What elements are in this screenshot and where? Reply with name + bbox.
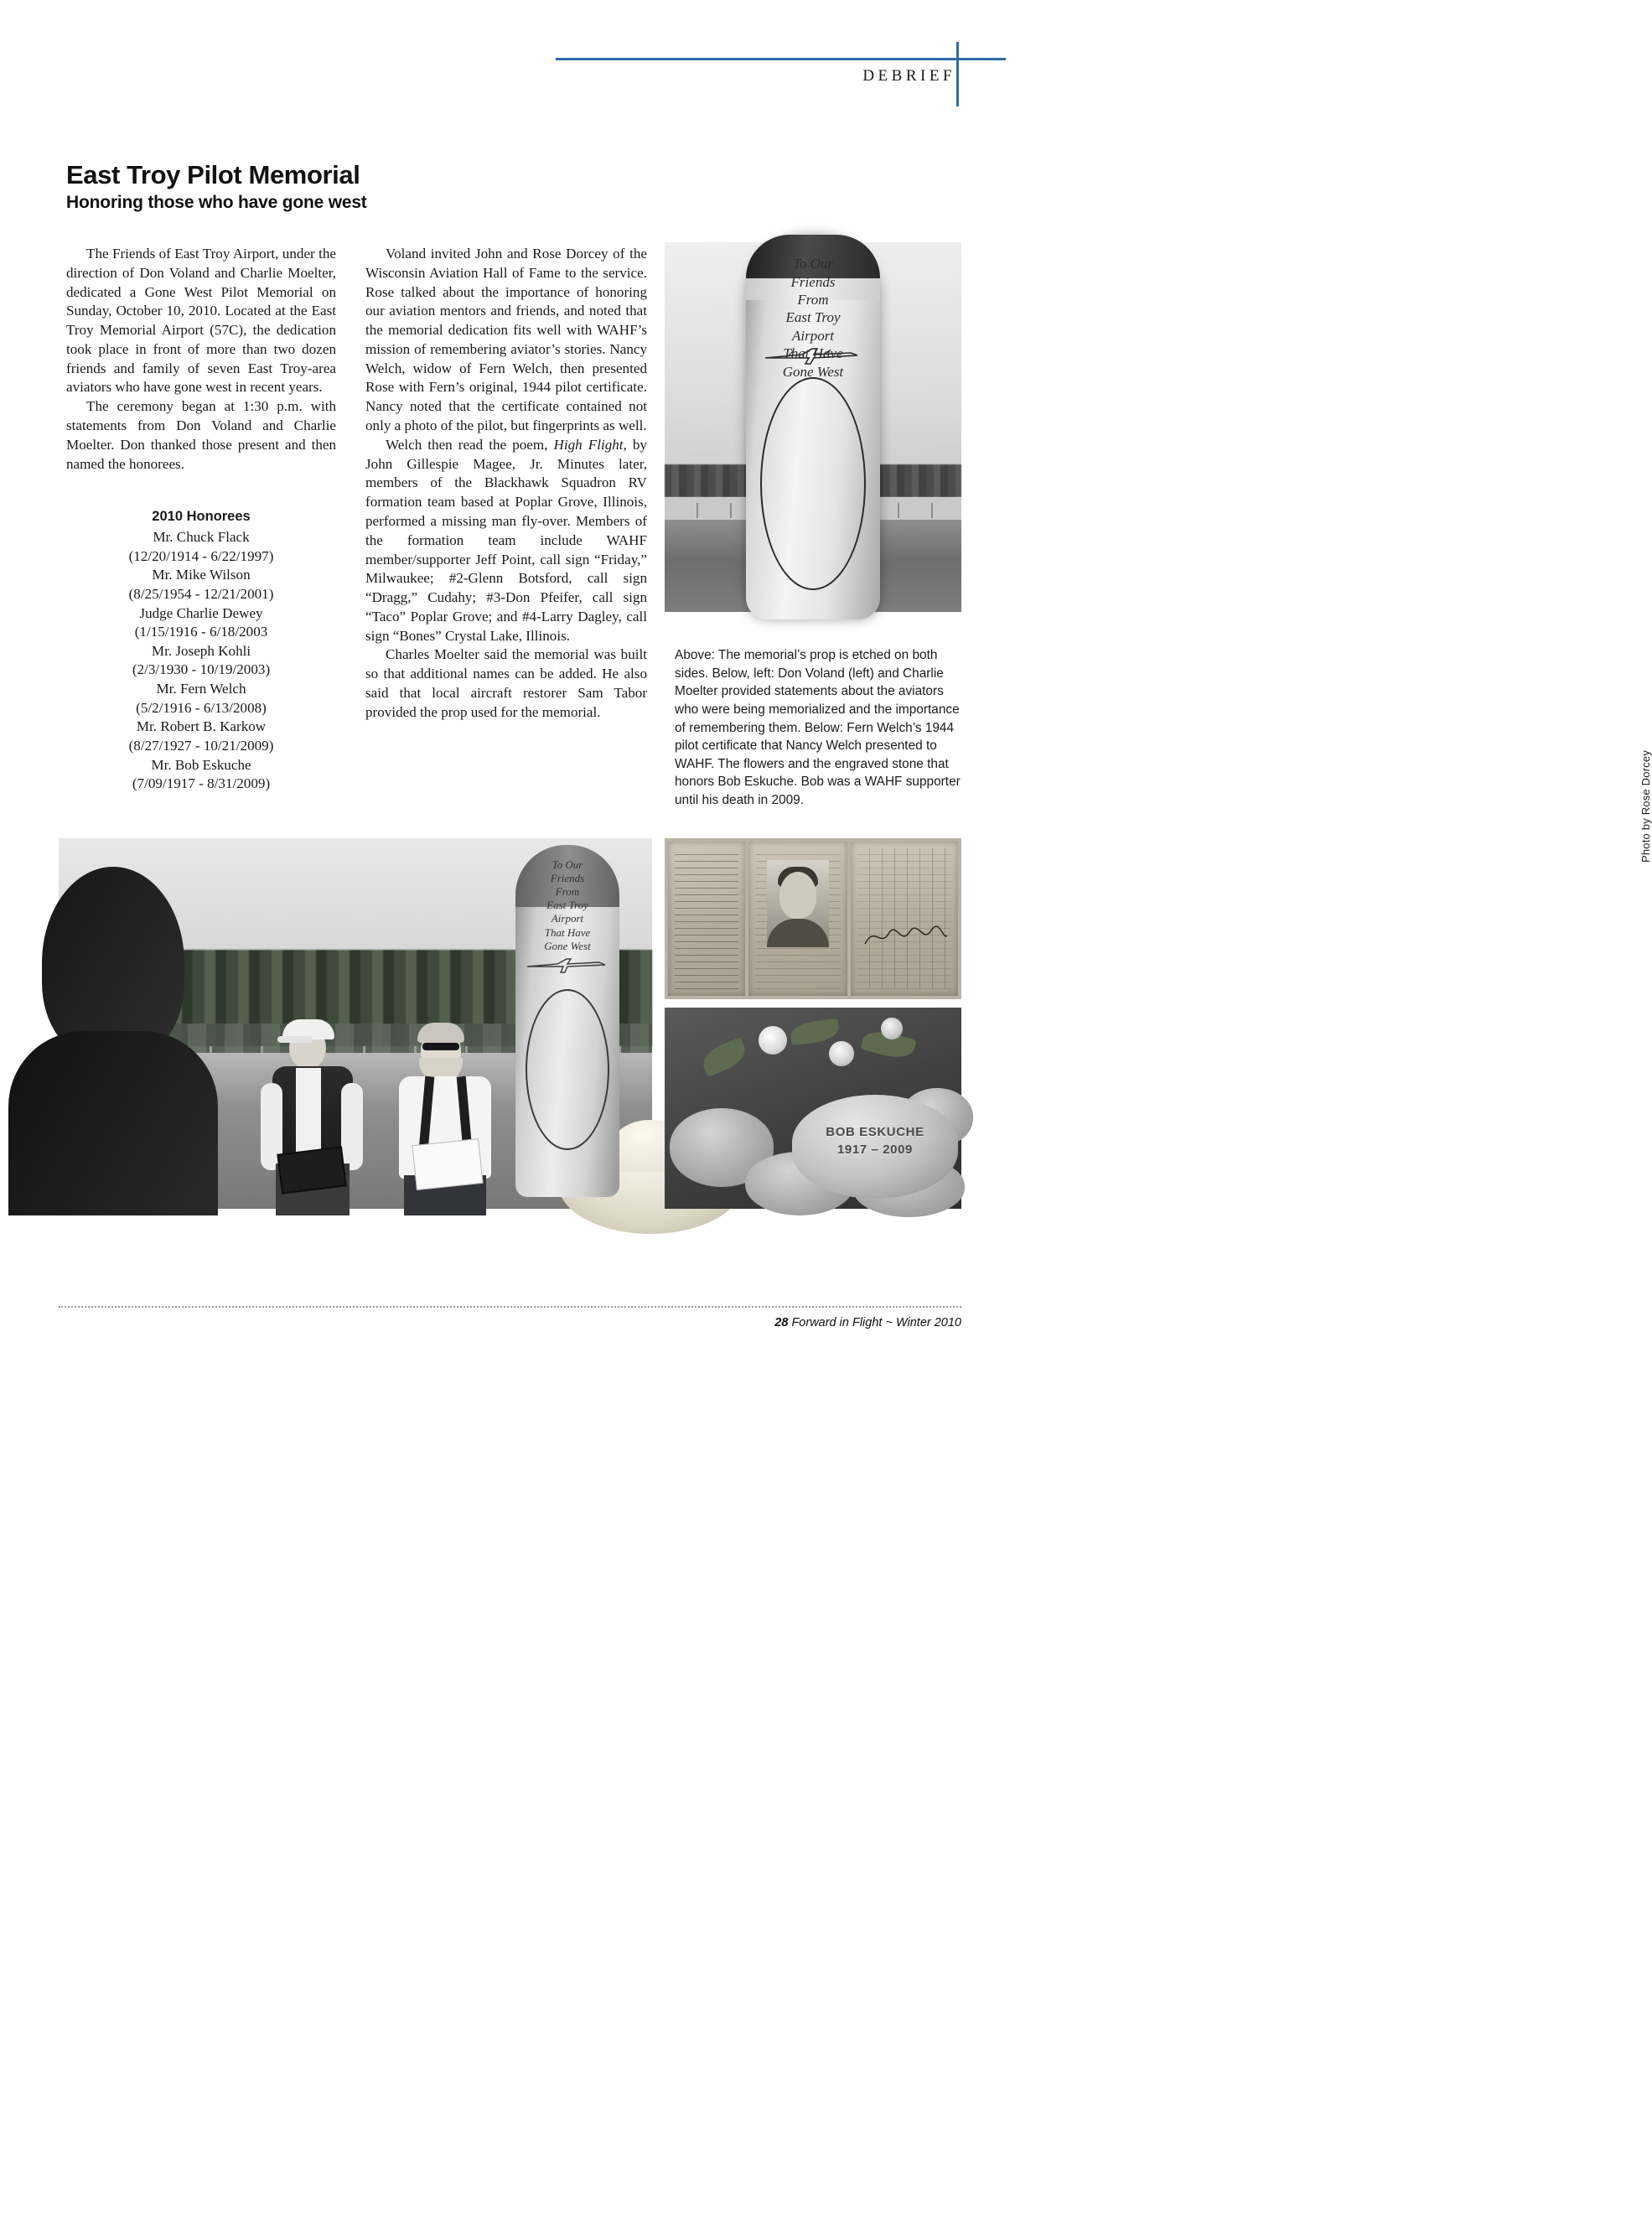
oval-etching [760, 377, 866, 590]
engraved-line: From [797, 292, 829, 308]
paragraph: Voland invited John and Rose Dorcey of the Wisconsin Aviation Hall of Fame to the service. Rose talked about the importance of honoring our aviation mentors and friends, and noted that the memorial dedication fits well with WAHF’s mission of remembering aviator’s stories. Nancy Welch, widow of Fern Welch, then presented Rose with Fern’s original, 1944 pilot certificate. Nancy noted that the certificate contained not only a photo of the pilot, but fingerprints as well. [365, 246, 647, 434]
sunglasses-icon [422, 1043, 459, 1050]
held-clipboard [277, 1146, 346, 1194]
paragraph: The ceremony began at 1:30 p.m. with statements from Don Voland and Charlie Moelter. Don thanked those present and then named the honorees. [66, 398, 336, 472]
engraved-line: Airport [551, 912, 584, 925]
signature-icon [862, 922, 950, 951]
page-title: East Troy Pilot Memorial [66, 159, 360, 189]
engraved-stone [792, 1095, 958, 1199]
emphasis: High Flight, [553, 436, 627, 453]
honoree-dates: (7/09/1917 - 8/31/2009) [132, 775, 271, 792]
engraved-line: Airport [791, 327, 835, 344]
page-number: 28 [774, 1316, 789, 1329]
photo-credit-stone: Photo by Rose Dorcey [1639, 2100, 1652, 2213]
paragraph: Welch then read the poem, High Flight, by John Gillespie Magee, Jr. Minutes later, members of the Blackhawk Squadron RV formation team based at Poplar Grove, Illinois, performed a missing man fly-over. Members of the formation team include WAHF member/supporter Jeff Point, call sign “Friday,” Milwaukee; #2-Glenn Botsford, call sign “Dragg,” Cudahy; #3-Don Pfeifer, call sign “Taco” Poplar Grove; and #4-Larry Dagley, call sign “Bones” Crystal Lake, Illinois. [365, 436, 647, 644]
honoree-name: Mr. Mike Wilson [152, 567, 251, 583]
printed-lines [675, 848, 738, 989]
pilot-portrait-photo [767, 860, 829, 947]
stone-engraved-name: BOB ESKUCHE [826, 1125, 924, 1139]
footer-text [774, 1316, 961, 1329]
ceremony-prop-engraved-text [515, 858, 619, 953]
flower [759, 1026, 787, 1055]
engraved-line: Friends [550, 872, 585, 885]
photo-caption: Above: The memorial’s prop is etched on both sides. Below, left: Don Voland (left) and Charlie Moelter provided statements about the aviators who were being memorialized and the importance of remembering them. Below: Fern Welch’s 1944 pilot certificate that Nancy Welch presented to WAHF. The flowers and the engraved stone that honors Bob Eskuche. Bob was a WAHF supporter until his death in 2009. [675, 648, 961, 808]
prop-engraved-text [746, 255, 880, 381]
honorees-list [66, 508, 336, 794]
stone-engraving [792, 1123, 958, 1159]
engraved-line: East Troy [546, 899, 588, 912]
honoree-dates: (8/27/1927 - 10/21/2009) [128, 738, 274, 754]
section-label: DEBRIEF [862, 67, 955, 85]
engraved-line: That Have [544, 925, 591, 939]
printed-lines [857, 848, 951, 989]
photo-ceremony [59, 838, 652, 2040]
sleeve-right [341, 1083, 363, 1170]
publication-name: Forward in Flight ~ Winter 2010 [791, 1316, 961, 1329]
honoree-dates: (2/3/1930 - 10/19/2003) [132, 661, 271, 678]
photo-pilot-certificate [665, 838, 961, 999]
paragraph: The Friends of East Troy Airport, under the direction of Don Voland and Charlie Moelter, dedicated a Gone West Pilot Memorial on Sunday, October 10, 2010. Located at the East Troy Memorial Airport (57C), the dedication took place in front of more than two dozen friends and family of seven East Troy-area aviators who have gone west in recent years. [66, 246, 336, 396]
flower [829, 1041, 854, 1066]
shirt [296, 1068, 321, 1162]
oval-etching [526, 989, 609, 1150]
photo-credit-prop: Photo by Rose Dorcey [1639, 749, 1652, 863]
honoree-dates: (5/2/1916 - 6/13/2008) [136, 699, 267, 716]
photo-credit-ceremony: Photo by Rich Fischler [117, 1927, 130, 2040]
airplane-etching-icon [526, 956, 609, 974]
honoree-name: Mr. Chuck Flack [153, 528, 250, 545]
header-rule-vertical [956, 42, 959, 106]
paragraph: Charles Moelter said the memorial was built so that additional names can be added. He also said that local aircraft restorer Sam Tabor provided the prop used for the memorial. [365, 646, 647, 720]
face [779, 872, 816, 919]
certificate-panel-right [851, 842, 958, 996]
hair [417, 1023, 464, 1043]
engraved-line: East Troy [785, 309, 841, 326]
engraved-line: To Our [552, 858, 583, 871]
honoree-name: Mr. Robert B. Karkow [136, 718, 267, 735]
page-subtitle: Honoring those who have gone west [66, 193, 367, 213]
person-don-voland [262, 1003, 361, 1212]
shoulders [767, 919, 829, 947]
honoree-name: Mr. Bob Eskuche [151, 756, 251, 773]
stone-engraved-years: 1917 – 2009 [836, 1143, 913, 1158]
honoree-name: Mr. Joseph Kohli [151, 642, 251, 659]
honorees-heading: 2010 Honorees [152, 509, 251, 524]
cap-brim [277, 1036, 313, 1043]
engraved-line: That Have [783, 345, 843, 362]
honoree-dates: (8/25/1954 - 12/21/2001) [128, 585, 274, 602]
certificate-panel-center [748, 842, 847, 996]
engraved-line: Friends [790, 273, 836, 290]
honoree-name: Mr. Fern Welch [156, 681, 246, 697]
honoree-dates: (12/20/1914 - 6/22/1997) [128, 547, 274, 564]
header-rule-horizontal [556, 58, 1006, 60]
engraved-line: From [555, 885, 580, 899]
footer-rule [59, 1306, 961, 1308]
engraved-line: To Our [792, 256, 834, 272]
held-paper [412, 1138, 483, 1190]
propeller-blade [746, 235, 880, 619]
honoree-name: Judge Charlie Dewey [139, 604, 263, 621]
engraved-line: Gone West [782, 363, 844, 380]
body-column-2 [365, 245, 647, 723]
honoree-dates: (1/15/1916 - 6/18/2003 [134, 624, 268, 640]
body-column-1 [66, 245, 336, 474]
foreground-shoulder-silhouette [8, 1031, 218, 1215]
person-charlie-moelter [392, 1016, 498, 1212]
engraved-line: Gone West [544, 939, 591, 952]
ceremony-propeller-monument [515, 845, 619, 1197]
certificate-panel-left [668, 842, 745, 996]
flower [881, 1018, 903, 1039]
